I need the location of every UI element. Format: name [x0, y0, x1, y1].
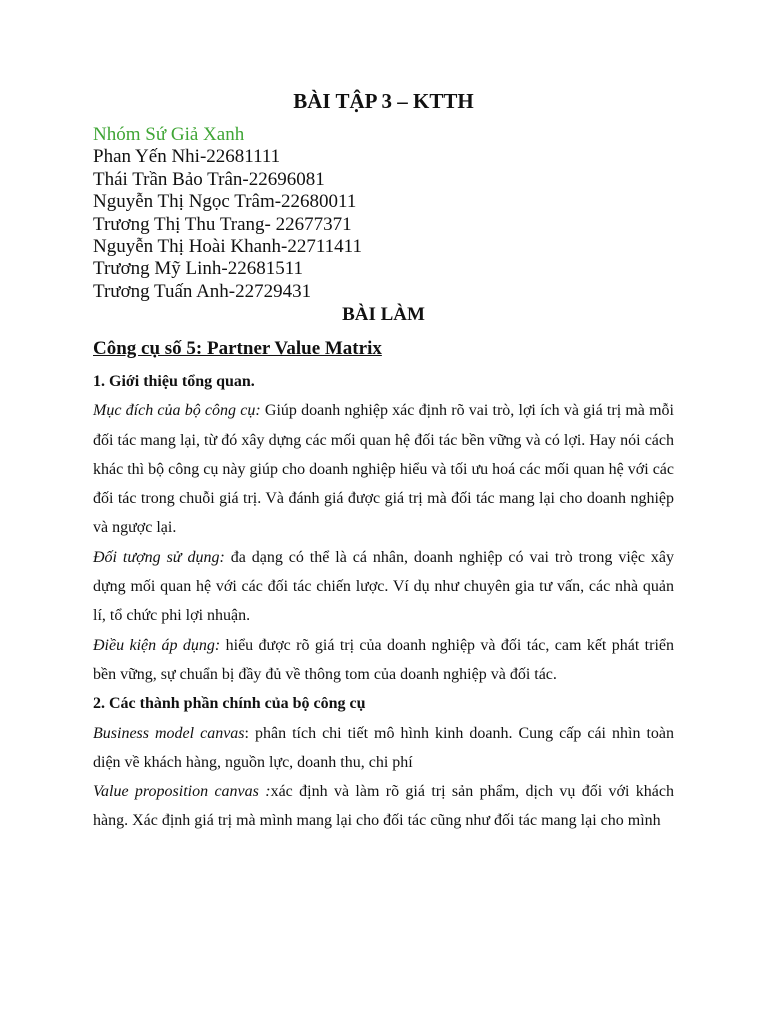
users-label: Đối tượng sử dụng: [93, 548, 225, 566]
member-line: Nguyễn Thị Ngọc Trâm-22680011 [93, 191, 357, 213]
bmc-text: : phân tích chi tiết mô hình kinh doanh. Cung cấp cái nhìn toàn diện về khách hàng, nguồn lực, doanh thu, chi phí [93, 724, 674, 771]
section-heading-1: 1. Giới thiệu tổng quan. [93, 373, 255, 390]
member-line: Trương Mỹ Linh-22681511 [93, 258, 304, 280]
purpose-text: Giúp doanh nghiệp xác định rõ vai trò, lợi ích và giá trị mà mỗi đối tác mang lại, từ đó xây dựng các mối quan hệ đối tác bền vững và có lợi. Hay nói cách khác thì bộ công cụ này giúp cho doanh nghiệp hiểu và tối ưu hoá các mối quan hệ với các đối tác trong chuỗi giá trị. Và đánh giá được giá trị mà đối tác mang lại cho doanh nghiệp và ngược lại. [93, 402, 674, 537]
bmc-label: Business model canvas [93, 724, 245, 742]
purpose-label: Mục đích của bộ công cụ: [93, 402, 261, 420]
member-line: Trương Tuấn Anh-22729431 [93, 280, 312, 302]
member-list [93, 124, 362, 303]
section-heading-2: 2. Các thành phần chính của bộ công cụ [93, 695, 366, 713]
member-line: Phan Yến Nhi-22681111 [93, 146, 281, 168]
purpose-paragraph [93, 396, 674, 542]
document-title: BÀI TẬP 3 – KTTH [293, 89, 474, 113]
conditions-label: Điều kiện áp dụng: [93, 636, 221, 654]
tool-title: Công cụ số 5: Partner Value Matrix [93, 338, 382, 359]
vpc-paragraph [93, 777, 674, 836]
conditions-text: hiểu được rõ giá trị của doanh nghiệp và đối tác, cam kết phát triển bền vững, sự chuẩn bị đầy đủ về thông tom của doanh nghiệp và đối tác. [93, 636, 675, 683]
vpc-text: xác định và làm rõ giá trị sản phẩm, dịch vụ đối với khách hàng. Xác định giá trị mà mình mang lại cho đối tác cũng như đối tác mang lại cho mình [93, 783, 675, 830]
users-text: đa dạng có thể là cá nhân, doanh nghiệp có vai trò trong việc xây dựng mối quan hệ với các đối tác chiến lược. Ví dụ như chuyên gia tư vấn, các nhà quản lí, tổ chức phi lợi nhuận. [93, 548, 674, 625]
member-line: Thái Trần Bảo Trân-22696081 [93, 168, 325, 190]
document-body [93, 367, 674, 836]
member-line: Trương Thị Thu Trang- 22677371 [93, 213, 352, 235]
conditions-paragraph [93, 631, 674, 690]
member-line: Nguyễn Thị Hoài Khanh-22711411 [93, 236, 362, 258]
vpc-label: Value proposition canvas : [93, 783, 271, 801]
group-name: Nhóm Sứ Giả Xanh [93, 124, 245, 145]
users-paragraph [93, 543, 674, 631]
section-subtitle: BÀI LÀM [342, 304, 425, 325]
bmc-paragraph [93, 719, 674, 778]
